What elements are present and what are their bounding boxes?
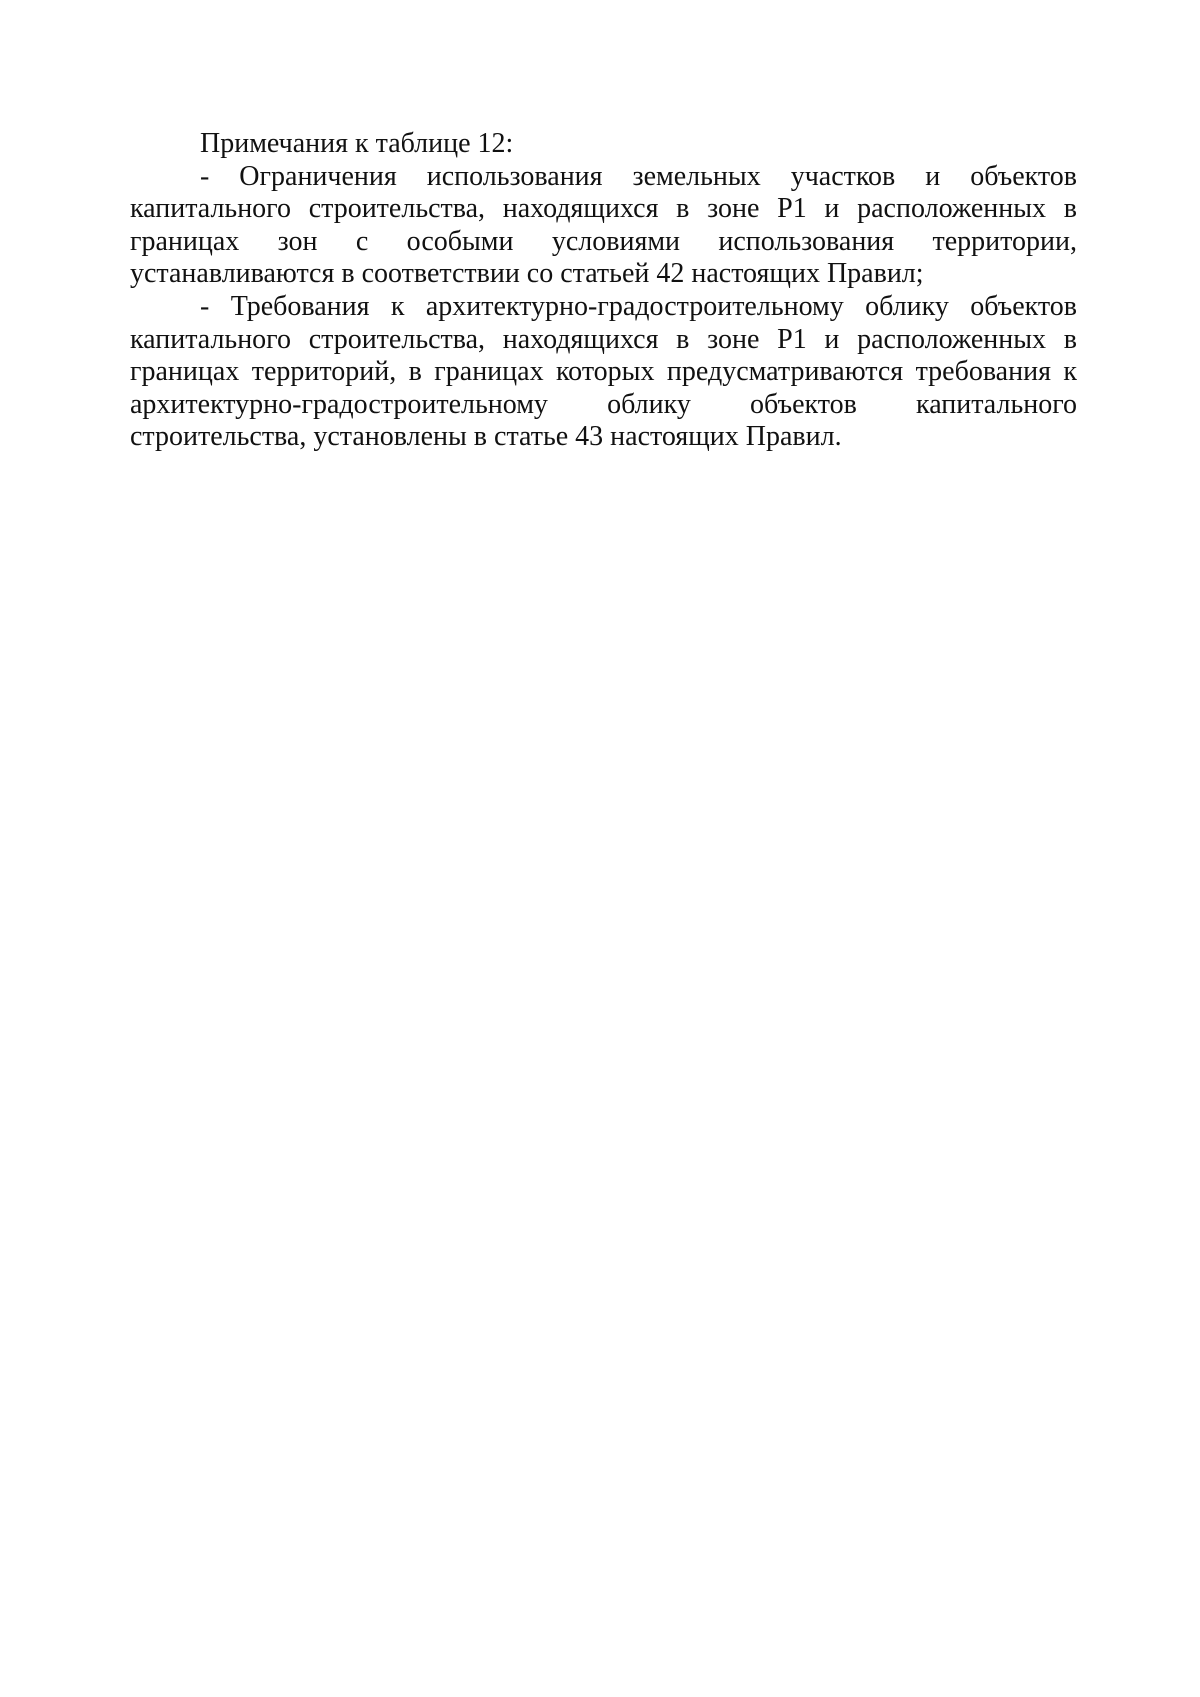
notes-section bbox=[130, 128, 1077, 454]
notes-heading: Примечания к таблице 12: bbox=[200, 128, 514, 159]
note-item-restrictions: - Ограничения использования земельных участков и объектов капитального строительства, находящихся в зоне Р1 и расположенных в границах зон с особыми условиями использования территории, устанавливаются в соответствии со статьей 42 настоящих Правил; bbox=[130, 160, 1077, 290]
note-item-requirements: - Требования к архитектурно-градостроительному облику объектов капитального строительства, находящихся в зоне Р1 и расположенных в границах территорий, в границах которых предусматриваются требования к архитектурно-градостроительному облику объектов капитального строительства, установлены в статье 43 настоящих Правил. bbox=[130, 290, 1077, 453]
